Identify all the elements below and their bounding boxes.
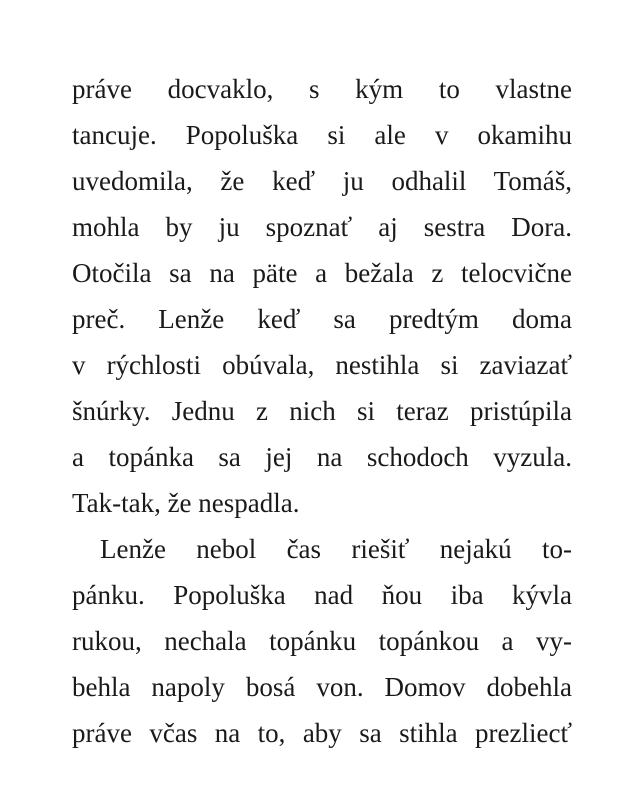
text-line: Tak-tak, že nespadla.	[72, 488, 300, 518]
text-line: preč. Lenže keď sa predtým doma	[72, 304, 572, 334]
text-line: v rýchlosti obúvala, nestihla si zaviazať	[72, 350, 572, 380]
text-line: práve včas na to, aby sa stihla prezliecť	[72, 718, 572, 748]
body-text	[72, 66, 572, 756]
paragraph-2	[72, 526, 572, 756]
text-line: a topánka sa jej na schodoch vyzula.	[72, 442, 572, 472]
text-line: pánku. Popoluška nad ňou iba kývla	[72, 580, 572, 610]
text-line: mohla by ju spoznať aj sestra Dora.	[72, 212, 572, 242]
text-line: rukou, nechala topánku topánkou a vy-	[72, 626, 572, 656]
text-line: Otočila sa na päte a bežala z telocvične	[72, 258, 572, 288]
text-line: práve docvaklo, s kým to vlastne	[72, 74, 572, 104]
text-line: Lenže nebol čas riešiť nejakú to-	[100, 534, 572, 564]
paragraph-1	[72, 66, 572, 526]
text-line: šnúrky. Jednu z nich si teraz pristúpila	[72, 396, 572, 426]
text-line: tancuje. Popoluška si ale v okamihu	[72, 120, 572, 150]
text-line: uvedomila, že keď ju odhalil Tomáš,	[72, 166, 572, 196]
text-line: behla napoly bosá von. Domov dobehla	[72, 672, 572, 702]
